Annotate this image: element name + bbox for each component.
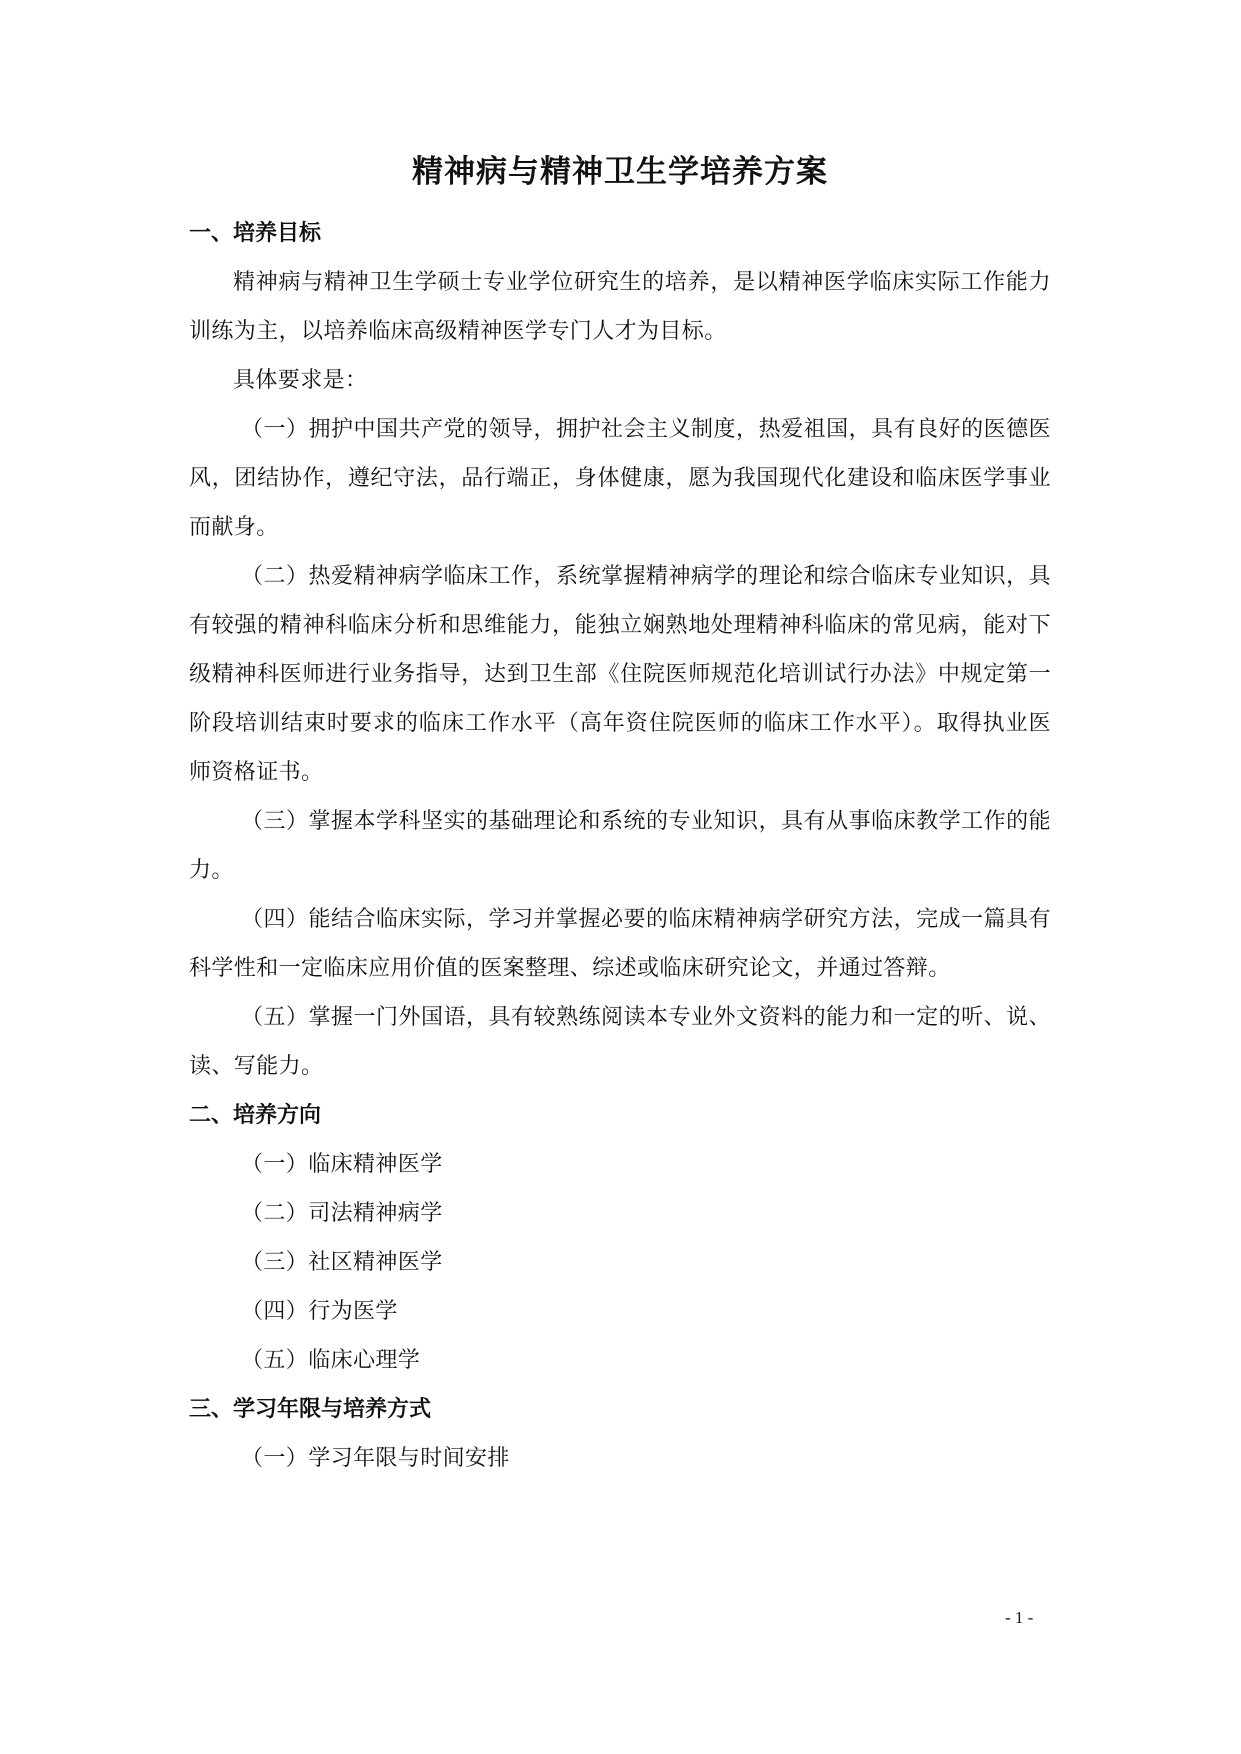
document-title: 精神病与精神卫生学培养方案 [412, 154, 828, 190]
requirement-paragraph: （一）拥护中国共产党的领导，拥护社会主义制度，热爱祖国，具有良好的医德医风，团结协作，遵纪守法，品行端正，身体健康，愿为我国现代化建设和临床医学事业而献身。 [189, 417, 1051, 540]
direction-item: （二）司法精神病学 [241, 1201, 443, 1226]
duration-item: （一）学习年限与时间安排 [241, 1446, 510, 1471]
section-heading-duration-and-method: 三、学习年限与培养方式 [189, 1397, 432, 1422]
direction-item: （三）社区精神医学 [241, 1250, 443, 1275]
direction-item: （五）临床心理学 [241, 1348, 421, 1373]
page-number: - 1 - [1005, 1608, 1034, 1627]
intro-paragraph: 精神病与精神卫生学硕士专业学位研究生的培养，是以精神医学临床实际工作能力训练为主，以培养临床高级精神医学专门人才为目标。 [189, 270, 1051, 344]
section-heading-training-goals: 一、培养目标 [189, 221, 322, 246]
requirement-paragraph: （二）热爱精神病学临床工作，系统掌握精神病学的理论和综合临床专业知识，具有较强的精神科临床分析和思维能力，能独立娴熟地处理精神科临床的常见病，能对下级精神科医师进行业务指导，达到卫生部《住院医师规范化培训试行办法》中规定第一阶段培训结束时要求的临床工作水平（高年资住院医师的临床工作水平）。取得执业医师资格证书。 [189, 564, 1051, 785]
requirement-paragraph: （五）掌握一门外国语，具有较熟练阅读本专业外文资料的能力和一定的听、说、读、写能力。 [189, 1005, 1051, 1079]
direction-item: （四）行为医学 [241, 1299, 398, 1324]
requirements-lead: 具体要求是： [233, 368, 368, 393]
requirement-paragraph: （四）能结合临床实际，学习并掌握必要的临床精神病学研究方法，完成一篇具有科学性和一定临床应用价值的医案整理、综述或临床研究论文，并通过答辩。 [189, 907, 1051, 981]
requirement-paragraph: （三）掌握本学科坚实的基础理论和系统的专业知识，具有从事临床教学工作的能力。 [189, 809, 1051, 883]
document-body [189, 209, 1051, 1483]
section-heading-training-directions: 二、培养方向 [189, 1103, 322, 1128]
direction-item: （一）临床精神医学 [241, 1152, 443, 1177]
